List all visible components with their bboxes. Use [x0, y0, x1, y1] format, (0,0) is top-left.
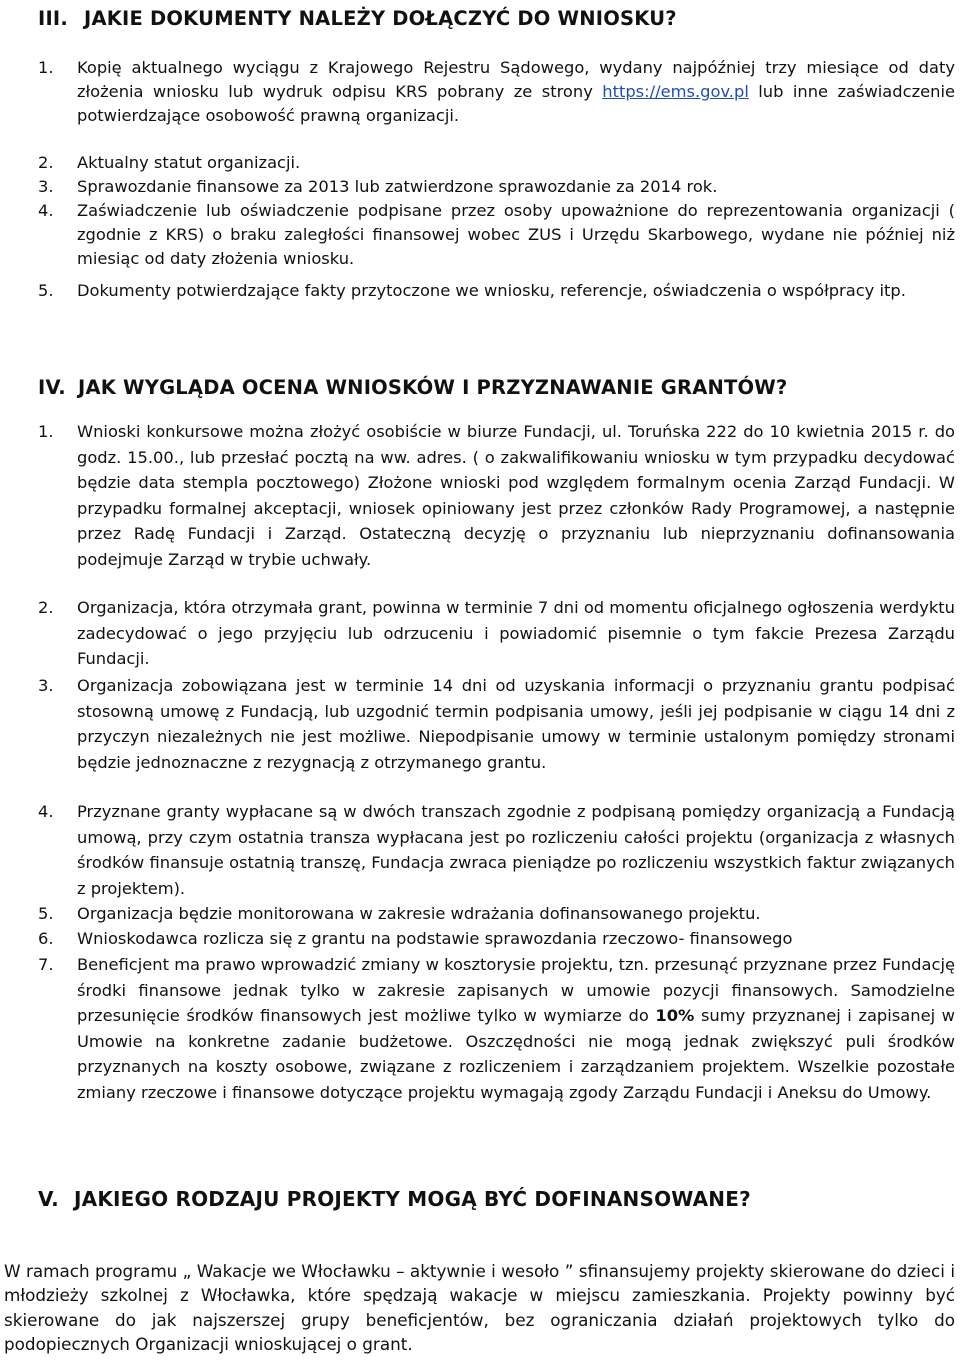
s4-item-5 [38, 901, 955, 927]
s3-item-4-text: Zaświadczenie lub oświadczenie podpisane przez osoby upoważnione do reprezentowania organizacji ( zgodnie z KRS) o braku zaległości finansowej wobec ZUS i Urzędu Skarbowego, wydane nie później niż miesiąc od daty złożenia wniosku. [77, 201, 955, 268]
s4-item-2-text: Organizacja, która otrzymała grant, powinna w terminie 7 dni od momentu oficjalnego ogłoszenia werdyktu zadecydować o jego przyjęciu lub odrzuceniu i powiadomić pisemnie o tym fakcie Prezesa Zarządu Fundacji. [77, 598, 955, 668]
s3-item-3 [38, 175, 955, 199]
s3-item-2 [38, 151, 955, 175]
ems-link[interactable]: https://ems.gov.pl [602, 81, 749, 101]
s3-item-1-number: 1. [38, 58, 54, 77]
s4-item-6-text: Wnioskodawca rozlicza się z grantu na podstawie sprawozdania rzeczowo- finansowego [77, 929, 793, 948]
s3-item-5 [38, 279, 955, 303]
s3-item-3-number: 3. [38, 177, 54, 196]
s3-item-5-number: 5. [38, 281, 54, 300]
s4-item-3-number: 3. [38, 676, 54, 695]
s4-item-5-number: 5. [38, 904, 54, 923]
s4-item-7 [38, 952, 955, 1105]
section-3-title: JAKIE DOKUMENTY NALEŻY DOŁĄCZYĆ DO WNIOSKU? [84, 7, 677, 30]
s4-item-2-number: 2. [38, 598, 54, 617]
s4-item-7-text-before: Beneficjent ma prawo wprowadzić zmiany w kosztorysie projektu, tzn. przesunąć przyznane przez Fundację środki finansowe jednak tylko w zakresie zapisanych w umowie pozycji finansowych. Samodzielne przesunięcie środków finansowych jest możliwe tylko w wymiarze do [77, 955, 955, 1025]
s4-item-6-number: 6. [38, 929, 54, 948]
s3-item-4-number: 4. [38, 201, 54, 220]
s3-item-3-text: Sprawozdanie finansowe za 2013 lub zatwierdzone sprawozdanie za 2014 rok. [77, 177, 718, 196]
s3-item-1-text-before: Kopię aktualnego wyciągu z Krajowego Rejestru Sądowego, wydany najpóźniej trzy miesiące od daty złożenia wniosku lub wydruk odpisu KRS pobrany ze strony [77, 58, 955, 101]
section-4-title: JAK WYGLĄDA OCENA WNIOSKÓW I PRZYZNAWANIE GRANTÓW? [78, 376, 788, 399]
s4-item-7-text-after: sumy przyznanej i zapisanej w Umowie na konkretne zadanie budżetowe. Oszczędności nie mogą jednak zwiększyć puli środków przyznanych na koszty osobowe, związane z rozliczeniem i zarządzaniem projektem. Wszelkie pozostałe zmiany rzeczowe i finansowe dotyczące projektu wymagają zgody Zarządu Fundacji i Aneksu do Umowy. [77, 1006, 956, 1102]
s4-item-1-text: Wnioski konkursowe można złożyć osobiście w biurze Fundacji, ul. Toruńska 222 do 10 kwietnia 2015 r. do godz. 15.00., lub przesłać pocztą na ww. adres. ( o zakwalifikowaniu wniosku w tym przypadku decydować będzie data stempla pocztowego) Złożone wnioski pod względem formalnym ocenia Zarząd Fundacji. W przypadku formalnej akceptacji, wniosek opiniowany jest przez członków Rady Programowej, a następnie przez Radę Fundacji i Zarząd. Ostateczną decyzję o przyznaniu lub nieprzyznaniu dofinansowania podejmuje Zarząd w trybie uchwały. [77, 422, 955, 569]
section-4-heading [38, 376, 788, 399]
section-5-title: JAKIEGO RODZAJU PROJEKTY MOGĄ BYĆ DOFINANSOWANE? [74, 1187, 751, 1211]
s4-item-3-text: Organizacja zobowiązana jest w terminie 14 dni od uzyskania informacji o przyznaniu grantu podpisać stosowną umowę z Fundacją, lub uzgodnić termin podpisania umowy, jeśli jej podpisanie w ciągu 14 dni z przyczyn niezależnych nie jest możliwe. Niepodpisanie umowy w terminie ustalonym pomiędzy stronami będzie jednoznaczne z rezygnacją z otrzymanego grantu. [77, 676, 955, 772]
s4-item-5-text: Organizacja będzie monitorowana w zakresie wdrażania dofinansowanego projektu. [77, 904, 761, 923]
s3-item-2-number: 2. [38, 153, 54, 172]
s3-item-2-text: Aktualny statut organizacji. [77, 153, 301, 172]
s4-item-4 [38, 799, 955, 901]
s3-item-4 [38, 199, 955, 270]
s4-item-2 [38, 595, 955, 672]
section-5-paragraph: W ramach programu „ Wakacje we Włocławku – aktywnie i wesoło ” sfinansujemy projekty skierowane do dzieci i młodzieży szkolnej z Włocławka, które spędzają wakacje w miejscu zamieszkania. Projekty powinny być skierowane do jak najszerszej grupy beneficjentów, bez ograniczania działań projektowych tylko do podopiecznych Organizacji wnioskującej o grant. [4, 1261, 955, 1355]
section-5-heading [38, 1187, 751, 1211]
s4-item-7-percent: 10% [655, 1006, 695, 1025]
s3-item-1 [38, 56, 955, 127]
s4-item-7-number: 7. [38, 955, 54, 974]
section-4-number: IV. [38, 376, 66, 399]
section-5-number: V. [38, 1187, 59, 1211]
s4-item-4-text: Przyznane granty wypłacane są w dwóch transzach zgodnie z podpisaną pomiędzy organizacją a Fundacją umową, przy czym ostatnia transza wypłacana jest po rozliczeniu całości projektu (organizacja z własnych środków finansuje ostatnią transzę, Fundacja zwraca pieniądze po rozliczeniu wszystkich faktur związanych z projektem). [77, 802, 955, 898]
s4-item-4-number: 4. [38, 802, 54, 821]
s4-item-3 [38, 673, 955, 775]
s3-item-5-text: Dokumenty potwierdzające fakty przytoczone we wniosku, referencje, oświadczenia o współpracy itp. [77, 281, 906, 300]
s3-item-1-text-after: lub inne zaświadczenie potwierdzające osobowość prawną organizacji. [77, 81, 955, 125]
section-3-heading [38, 7, 677, 30]
s4-item-1-number: 1. [38, 422, 54, 441]
s4-item-1 [38, 419, 955, 572]
s4-item-6 [38, 926, 955, 952]
section-3-number: III. [38, 7, 68, 30]
